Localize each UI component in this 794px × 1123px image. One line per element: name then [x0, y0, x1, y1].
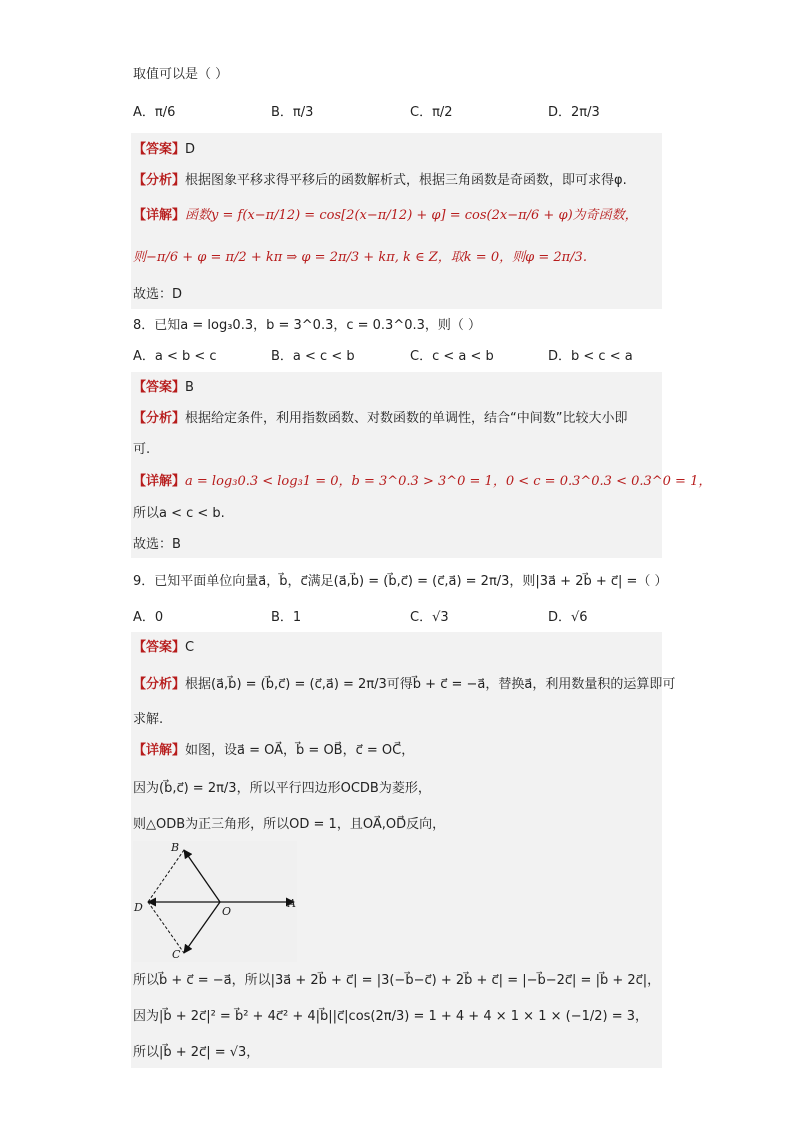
analysis-tag: 【分析】	[133, 677, 186, 692]
analysis-text: 根据图象平移求得平移后的函数解析式，根据三角函数是奇函数，即可求得φ.	[185, 173, 627, 188]
q8-option-d: D．b < c < a	[548, 349, 633, 364]
vector-diagram-svg	[133, 841, 297, 962]
detail-tag: 【详解】	[133, 743, 186, 758]
q9-detail-line-6: 所以|b⃗ + 2c⃗| = √3，	[133, 1045, 260, 1060]
detail-formula: a = log₃0.3 < log₃1 = 0，b = 3^0.3 > 3^0 = 1，0 < c = 0.3^0.3 < 0.3^0 = 1，	[185, 474, 712, 489]
answer-value: B	[185, 380, 194, 395]
detail-tag: 【详解】	[133, 474, 186, 489]
q9-option-c: C．√3	[410, 610, 449, 625]
q9-detail-line-4: 所以b⃗ + c⃗ = −a⃗，所以|3a⃗ + 2b⃗ + c⃗| = |3(−b⃗−c⃗) + 2b⃗ + c⃗| = |−b⃗−2c⃗| = |b⃗ + 2c⃗|，	[133, 973, 661, 988]
analysis-text: 根据(a⃗,b⃗) = (b⃗,c⃗) = (c⃗,a⃗) = 2π/3可得b⃗ + c⃗ = −a⃗，替换a⃗，利用数量积的运算即可	[185, 677, 676, 692]
vector-diagram	[133, 841, 297, 962]
q7-stem-tail: 取值可以是（ ）	[133, 67, 229, 82]
detail-formula: 函数y = f(x−π/12) = cos[2(x−π/12) + φ] = cos(2x−π/6 + φ)为奇函数，	[185, 208, 638, 223]
q9-answer-line	[133, 639, 194, 657]
dashed-dc	[148, 902, 184, 953]
q9-detail-line-1	[133, 742, 414, 760]
analysis-tag: 【分析】	[133, 411, 186, 426]
q9-analysis-line-2: 求解.	[133, 712, 164, 727]
q8-option-b: B．a < c < b	[271, 349, 355, 364]
detail-tag: 【详解】	[133, 208, 186, 223]
analysis-text: 根据给定条件，利用指数函数、对数函数的单调性，结合“中间数”比较大小即	[185, 411, 628, 426]
analysis-tag: 【分析】	[133, 173, 186, 188]
dashed-bd	[148, 850, 184, 902]
q9-analysis-line-1	[133, 676, 675, 694]
q7-option-c: C．π/2	[410, 105, 453, 120]
q9-detail-line-3: 则△ODB为正三角形，所以OD = 1，且OA⃗,OD⃗反向，	[133, 817, 446, 832]
q9-detail-line-2: 因为(b⃗,c⃗) = 2π/3，所以平行四边形OCDB为菱形，	[133, 781, 431, 796]
vector-oc	[184, 902, 220, 953]
q9-option-d: D．√6	[548, 610, 588, 625]
label-b: B	[171, 841, 180, 854]
label-o: O	[222, 905, 232, 918]
q7-choice: 故选：D	[133, 287, 183, 302]
q7-option-b: B．π/3	[271, 105, 314, 120]
q8-option-a: A．a < b < c	[133, 349, 217, 364]
label-c: C	[172, 948, 181, 961]
q8-solution-box	[131, 372, 662, 558]
answer-value: D	[185, 142, 196, 157]
q8-analysis-line-2: 可.	[133, 442, 151, 457]
q7-analysis-line	[133, 172, 627, 190]
q8-option-c: C．c < a < b	[410, 349, 494, 364]
detail-text: 如图，设a⃗ = OA⃗，b⃗ = OB⃗，c⃗ = OC⃗，	[185, 743, 415, 758]
q8-choice: 故选：B	[133, 537, 181, 552]
q7-answer-line	[133, 141, 195, 159]
label-a: A	[288, 897, 296, 910]
q7-option-a: A．π/6	[133, 105, 176, 120]
q8-analysis-line-1	[133, 410, 628, 428]
answer-tag: 【答案】	[133, 640, 186, 655]
q9-stem: 9．已知平面单位向量a⃗，b⃗，c⃗满足(a⃗,b⃗) = (b⃗,c⃗) = (c⃗,a⃗) = 2π/3，则|3a⃗ + 2b⃗ + c⃗| =（ ）	[133, 574, 668, 589]
q9-option-a: A．0	[133, 610, 164, 625]
answer-value: C	[185, 640, 195, 655]
q8-answer-line	[133, 379, 194, 397]
label-d: D	[134, 901, 143, 914]
q8-detail-line-1	[133, 473, 711, 491]
q8-stem: 8．已知a = log₃0.3，b = 3^0.3，c = 0.3^0.3，则（ ）	[133, 318, 482, 333]
q7-detail-line-2: 则−π/6 + φ = π/2 + kπ ⇒ φ = 2π/3 + kπ, k ∈ Z，取k = 0，则φ = 2π/3.	[133, 250, 587, 265]
q8-detail-line-2: 所以a < c < b.	[133, 506, 225, 521]
answer-tag: 【答案】	[133, 380, 186, 395]
q7-detail-line-1	[133, 207, 638, 225]
answer-tag: 【答案】	[133, 142, 186, 157]
vector-ob	[184, 850, 220, 902]
q9-detail-line-5: 因为|b⃗ + 2c⃗|² = b⃗² + 4c⃗² + 4|b⃗||c⃗|cos(2π/3) = 1 + 4 + 4 × 1 × 1 × (−1/2) = 3，	[133, 1009, 649, 1024]
q9-option-b: B．1	[271, 610, 302, 625]
q7-option-d: D．2π/3	[548, 105, 600, 120]
